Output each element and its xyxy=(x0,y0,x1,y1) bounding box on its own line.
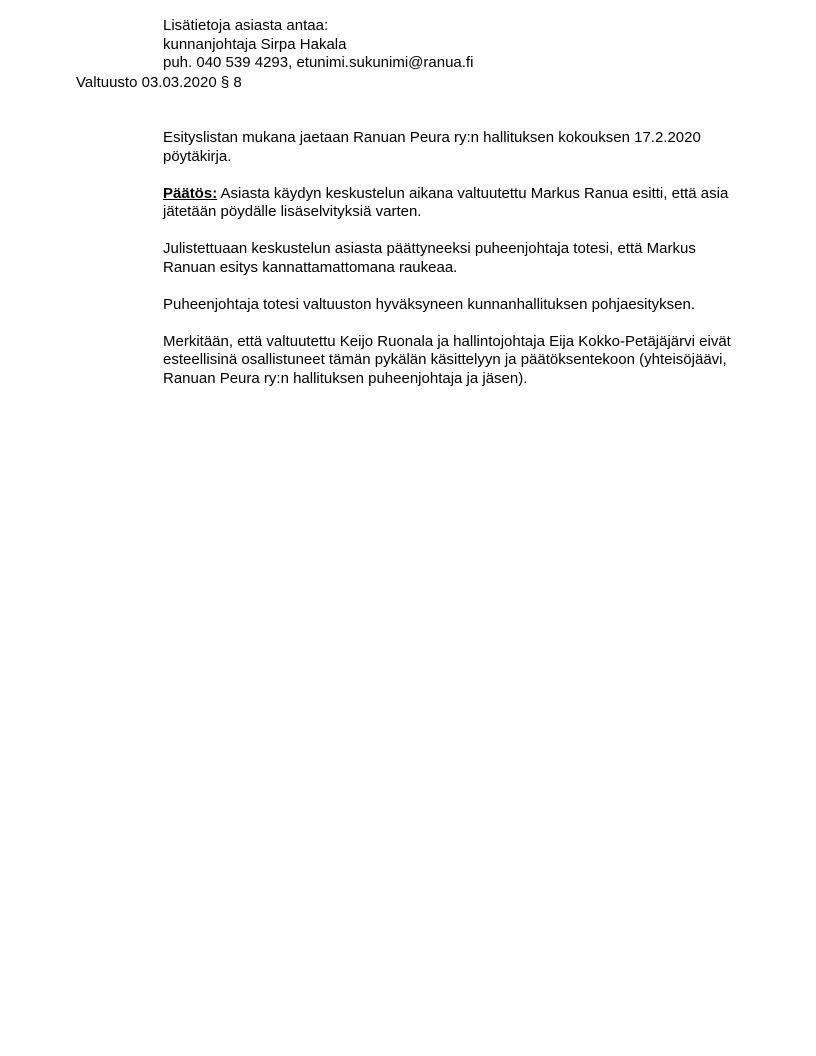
chair-statement-paragraph: Julistettuaan keskustelun asiasta päättyneeksi puheenjohtaja totesi, että Markus Ranuan esitys kannattamattomana raukeaa. xyxy=(163,240,696,276)
meeting-reference: Valtuusto 03.03.2020 § 8 xyxy=(76,74,242,91)
approval-paragraph: Puheenjohtaja totesi valtuuston hyväksyneen kunnanhallituksen pohjaesityksen. xyxy=(163,295,696,313)
document-body xyxy=(163,129,748,407)
disqualification-paragraph: Merkitään, että valtuutettu Keijo Ruonala ja hallintojohtaja Eija Kokko-Petäjäjärvi eivät esteellisinä osallistuneet tämän pykälän käsittelyyn ja päätöksentekoon (yhteisöjäävi, Ranuan Peura ry:n hallituksen puheenjohtaja ja jäsen). xyxy=(163,332,731,387)
decision-paragraph xyxy=(163,185,748,222)
contact-person: kunnanjohtaja Sirpa Hakala xyxy=(163,35,347,53)
decision-label: Päätös: xyxy=(163,184,218,202)
contact-phone-email: puh. 040 539 4293, etunimi.sukunimi@ranua.fi xyxy=(163,54,474,71)
contact-heading: Lisätietoja asiasta antaa: xyxy=(163,17,329,34)
decision-text: Asiasta käydyn keskustelun aikana valtuutettu Markus Ranua esitti, että asia jätetään pöydälle lisäselvityksiä varten. xyxy=(163,184,729,220)
contact-info xyxy=(163,17,763,73)
intro-paragraph: Esityslistan mukana jaetaan Ranuan Peura ry:n hallituksen kokouksen 17.2.2020 pöytäkirja. xyxy=(163,129,701,165)
